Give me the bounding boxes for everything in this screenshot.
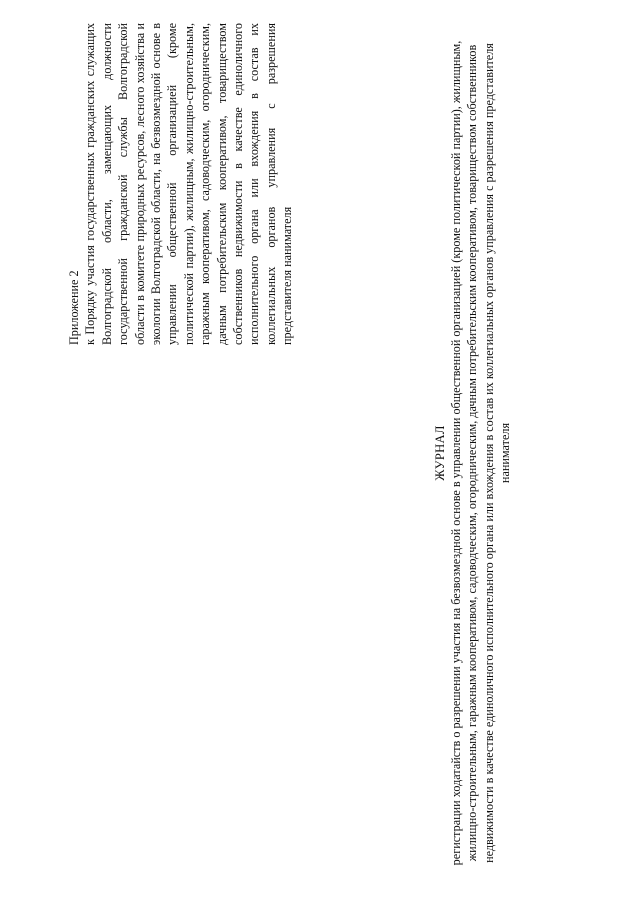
journal-title: ЖУРНАЛ	[433, 425, 447, 481]
journal-heading-block	[432, 21, 513, 885]
appendix-block	[66, 23, 296, 345]
appendix-title: Приложение 2	[67, 270, 81, 345]
appendix-body: к Порядку участия государственных гражданских служащих Волгоградской области, замещающих должности государственной гражданской службы Волгоградской области в комитете природных ресурсов, лесного хозяйства и экологии Волгоградской области, на безвозмездной основе в управлении общественной организацией (кроме политической партии), жилищным, жилищно-строительным, гаражным кооперативом, садоводческим, огородническим, дачным потребительским кооперативом, товариществом собственников недвижимости в качестве единоличного исполнительного органа или вхождения в состав их коллегиальных органов управления с разрешения представителя нанимателя	[83, 23, 295, 345]
journal-subtitle: регистрации ходатайств о разрешении участия на безвозмездной основе в управлении общественной организацией (кроме политической партии), жилищным, жилищно-строительным, гаражным кооперативом, садоводческим, огородническим, дачным потребительским кооперативом, товариществом собственников недвижимости в качестве единоличного исполнительного органа или вхождения в состав их коллегиальных органов управления с разрешения представителя нанимателя	[449, 40, 512, 866]
